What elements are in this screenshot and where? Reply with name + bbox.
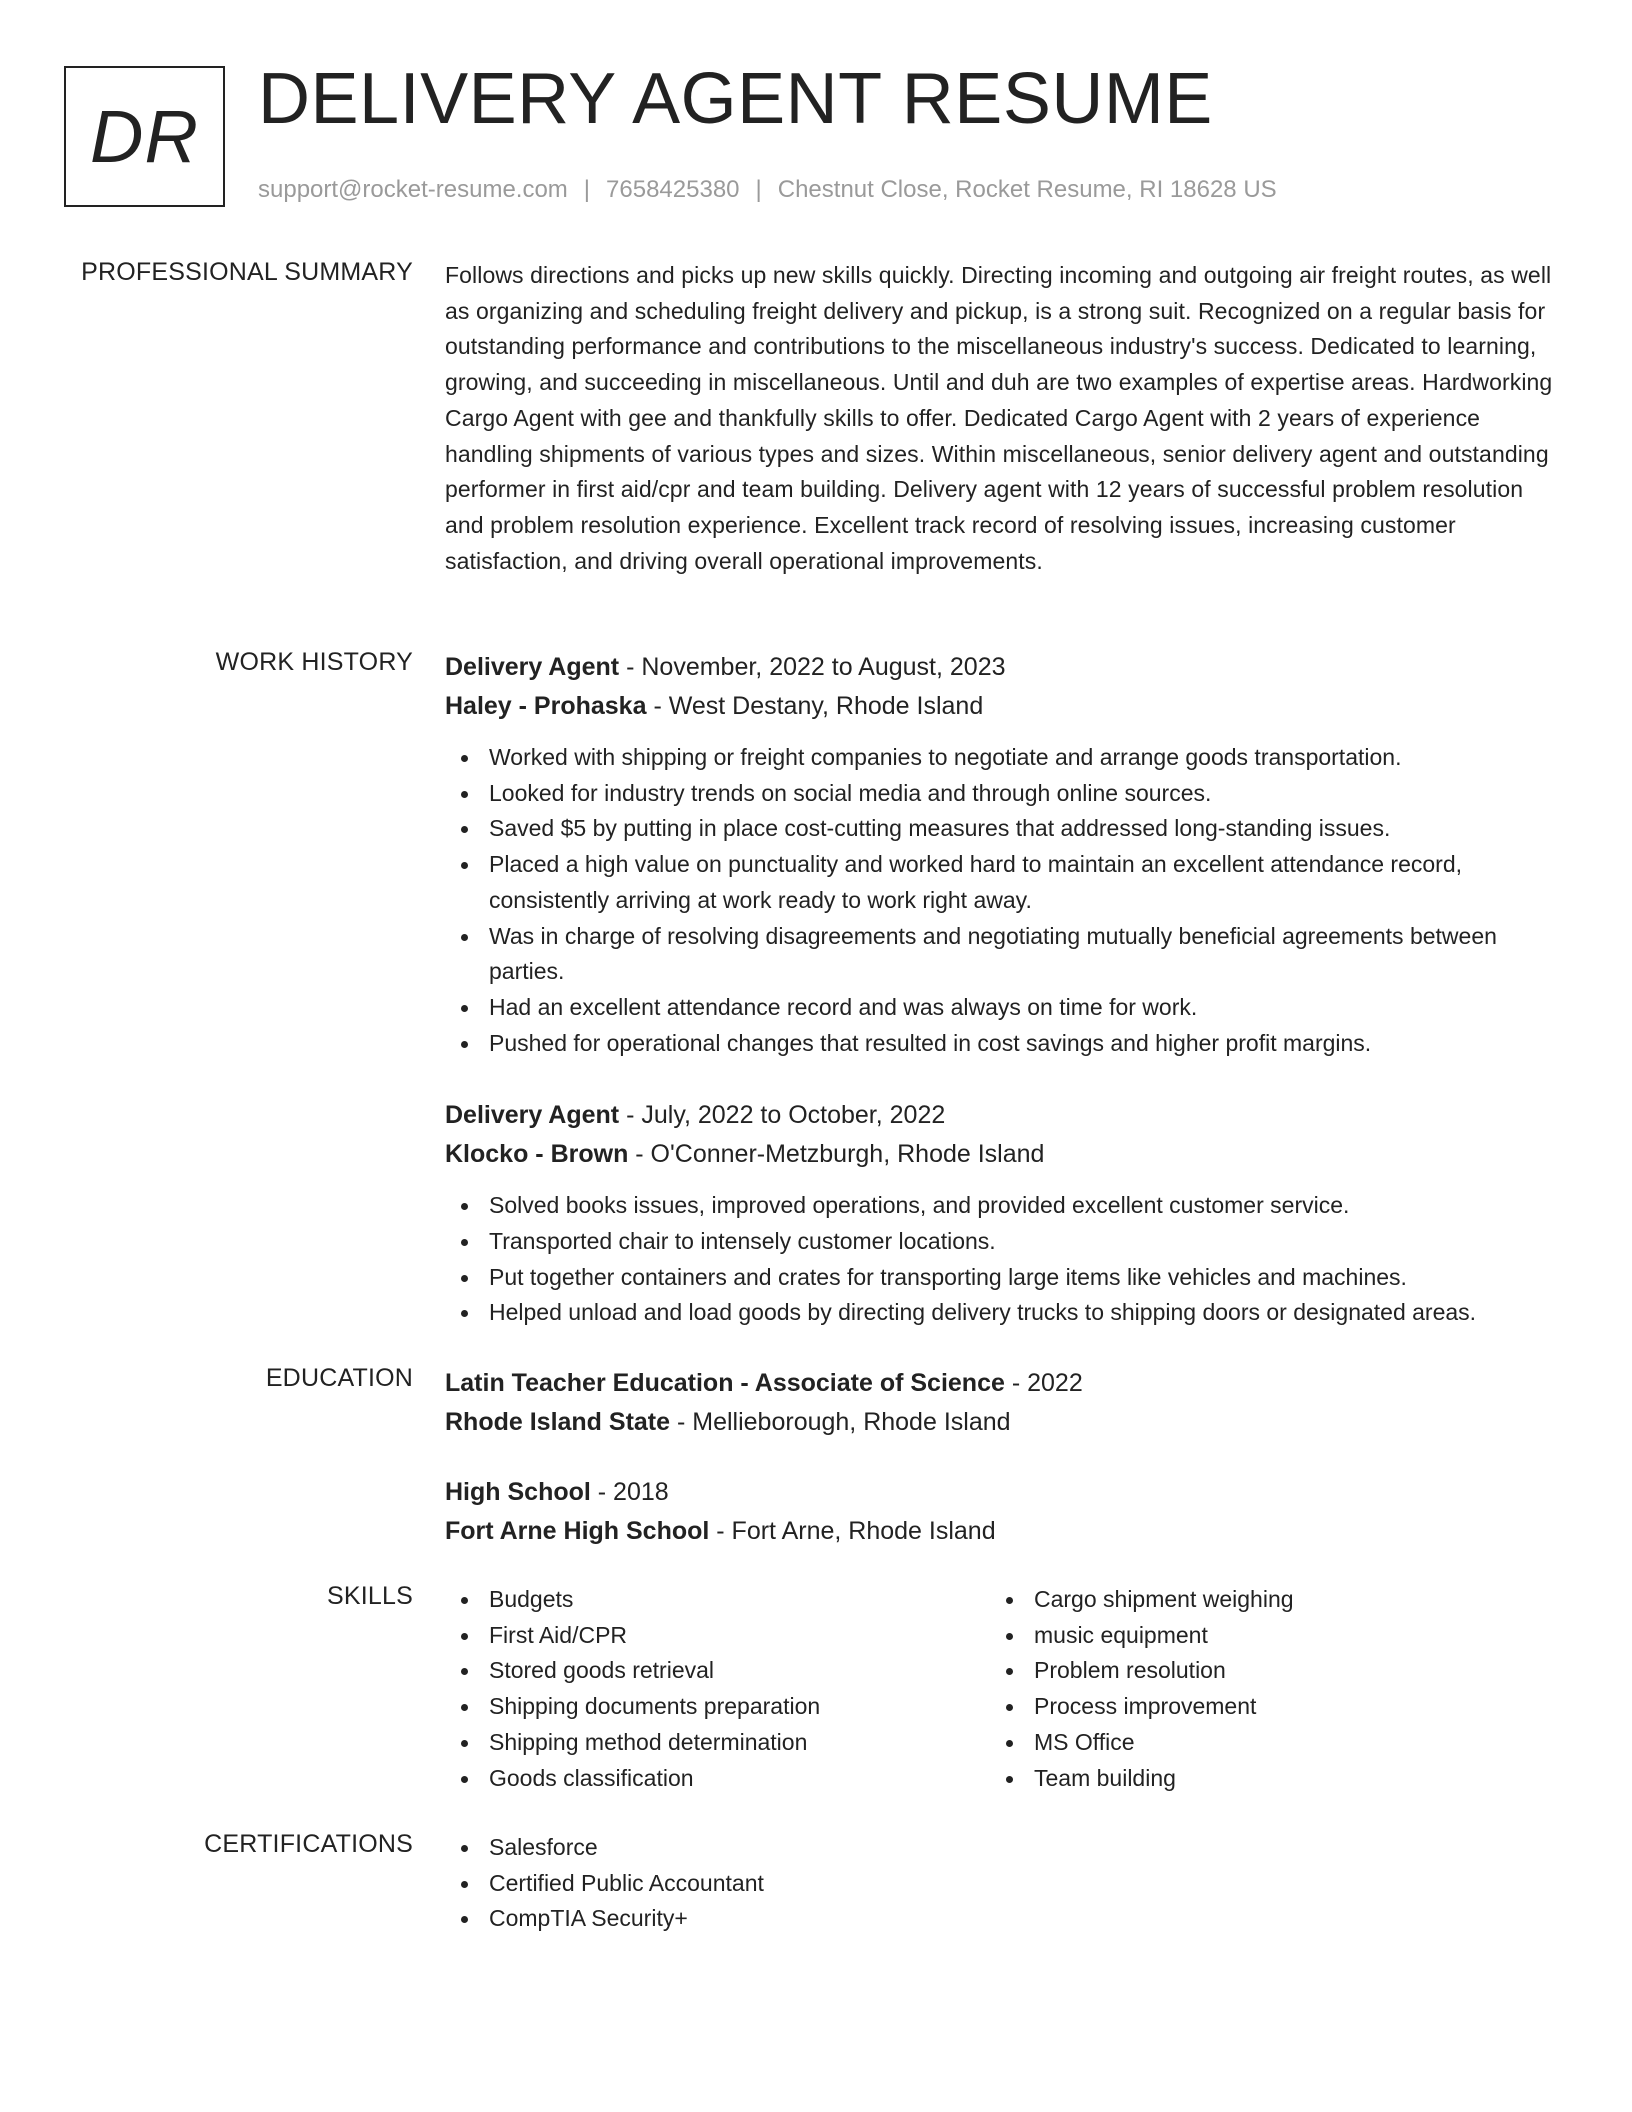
skill-item: MS Office [990, 1725, 1535, 1761]
education-location: - Fort Arne, Rhode Island [709, 1517, 996, 1545]
contact-line [258, 176, 1277, 204]
education-school-line [445, 1512, 1565, 1551]
education-degree-line [445, 1473, 1565, 1512]
job-bullets [445, 740, 1565, 1061]
job-entry [445, 648, 1565, 1061]
skill-item: Budgets [445, 1582, 990, 1618]
skill-item: First Aid/CPR [445, 1618, 990, 1654]
education-year: - 2018 [590, 1478, 669, 1506]
skill-item: Shipping documents preparation [445, 1689, 990, 1725]
monogram-box [64, 66, 225, 207]
contact-separator: | [755, 176, 762, 203]
skills-list-left [445, 1582, 990, 1796]
education-degree: Latin Teacher Education - Associate of Science [445, 1369, 1005, 1397]
certification-item: Salesforce [445, 1830, 1565, 1866]
skills-list-right [990, 1582, 1535, 1796]
contact-address: Chestnut Close, Rocket Resume, RI 18628 US [777, 176, 1277, 203]
monogram-initials: DR [90, 94, 199, 178]
job-title: Delivery Agent [445, 653, 620, 681]
certification-item: Certified Public Accountant [445, 1866, 1565, 1902]
job-bullet: Put together containers and crates for transporting large items like vehicles and machines. [445, 1260, 1565, 1296]
job-company-line [445, 1135, 1565, 1174]
skill-item: Stored goods retrieval [445, 1653, 990, 1689]
education-degree-line [445, 1364, 1565, 1403]
section-label: SKILLS [327, 1582, 413, 1610]
job-bullet: Solved books issues, improved operations, and provided excellent customer service. [445, 1188, 1565, 1224]
skill-item: Goods classification [445, 1761, 990, 1797]
education-school-line [445, 1403, 1565, 1442]
job-bullet: Worked with shipping or freight companies to negotiate and arrange goods transportation. [445, 740, 1565, 776]
job-company: Haley - Prohaska [445, 692, 647, 720]
skill-item: music equipment [990, 1618, 1535, 1654]
job-bullet: Had an excellent attendance record and was always on time for work. [445, 990, 1565, 1026]
job-dates: - November, 2022 to August, 2023 [619, 653, 1006, 681]
job-bullet: Was in charge of resolving disagreements and negotiating mutually beneficial agreements between parties. [445, 919, 1565, 990]
certification-item: CompTIA Security+ [445, 1901, 1565, 1937]
job-company-line [445, 687, 1565, 726]
skill-item: Problem resolution [990, 1653, 1535, 1689]
job-bullet: Transported chair to intensely customer locations. [445, 1224, 1565, 1260]
skill-item: Shipping method determination [445, 1725, 990, 1761]
job-bullet: Looked for industry trends on social media and through online sources. [445, 776, 1565, 812]
job-title: Delivery Agent [445, 1101, 620, 1130]
job-location: - O'Conner-Metzburgh, Rhode Island [628, 1140, 1045, 1169]
job-bullet: Helped unload and load goods by directing delivery trucks to shipping doors or designated areas. [445, 1295, 1565, 1331]
education-degree: High School [445, 1478, 591, 1506]
job-entry [445, 1096, 1565, 1331]
summary-text: Follows directions and picks up new skills quickly. Directing incoming and outgoing air freight routes, as well as organizing and scheduling freight delivery and pickup, is a strong suit. Recognized on a regular basis for outstanding performance and contributions to the miscellaneous industry's success. Dedicated to learning, growing, and succeeding in miscellaneous. Until and duh are two examples of expertise areas. Hardworking Cargo Agent with gee and thankfully skills to offer. Dedicated Cargo Agent with 2 years of experience handling shipments of various types and sizes. Within miscellaneous, senior delivery agent and outstanding performer in first aid/cpr and team building. Delivery agent with 12 years of successful problem resolution and problem resolution experience. Excellent track record of resolving issues, increasing customer satisfaction, and driving overall operational improvements. [445, 262, 1553, 574]
education-entry [445, 1364, 1565, 1442]
job-company: Klocko - Brown [445, 1140, 629, 1169]
section-label: WORK HISTORY [215, 648, 413, 676]
skill-item: Cargo shipment weighing [990, 1582, 1535, 1618]
section-label: CERTIFICATIONS [204, 1830, 413, 1858]
education-school: Fort Arne High School [445, 1517, 710, 1545]
job-dates: - July, 2022 to October, 2022 [619, 1101, 946, 1130]
job-bullet: Placed a high value on punctuality and worked hard to maintain an excellent attendance record, consistently arriving at work ready to work right away. [445, 847, 1565, 918]
section-label: PROFESSIONAL SUMMARY [81, 258, 413, 286]
education-year: - 2022 [1004, 1369, 1083, 1397]
skill-item: Team building [990, 1761, 1535, 1797]
section-label: EDUCATION [265, 1364, 413, 1392]
contact-separator: | [583, 176, 591, 203]
resume-title: DELIVERY AGENT RESUME [258, 59, 1213, 139]
job-title-line [445, 648, 1565, 687]
job-bullet: Saved $5 by putting in place cost-cutting measures that addressed long-standing issues. [445, 811, 1565, 847]
contact-email: support@rocket-resume.com [258, 176, 568, 203]
skill-item: Process improvement [990, 1689, 1535, 1725]
education-school: Rhode Island State [445, 1408, 671, 1436]
certifications-list [445, 1830, 1565, 1937]
education-entry [445, 1473, 1565, 1551]
contact-phone: 7658425380 [606, 176, 740, 203]
job-location: - West Destany, Rhode Island [646, 692, 984, 720]
job-bullets [445, 1188, 1565, 1331]
job-title-line [445, 1096, 1565, 1135]
education-location: - Mellieborough, Rhode Island [670, 1408, 1011, 1436]
job-bullet: Pushed for operational changes that resulted in cost savings and higher profit margins. [445, 1026, 1565, 1062]
